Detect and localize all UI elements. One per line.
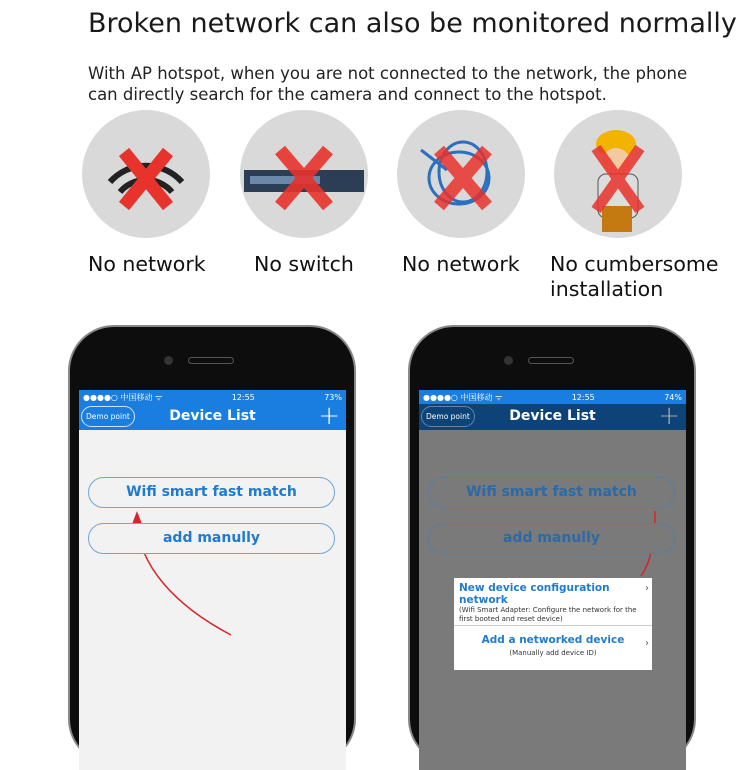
option-title: Add a networked device xyxy=(481,634,625,646)
wifi-crossed-icon xyxy=(82,110,210,238)
phone-screen xyxy=(79,390,346,770)
wifi-smart-match-button[interactable]: Wifi smart fast match xyxy=(88,477,335,508)
option-title: New device configuration network xyxy=(459,582,610,606)
wifi-smart-match-button[interactable]: Wifi smart fast match xyxy=(428,477,675,508)
option-desc: (Manually add device ID) xyxy=(509,649,597,657)
carrier: ●●●●○ 中国移动 ᯤ xyxy=(83,392,163,402)
nav-title: Device List xyxy=(509,408,596,424)
phone-left xyxy=(68,325,356,765)
feature-no-cable xyxy=(397,110,525,238)
add-icon[interactable]: + xyxy=(658,401,680,431)
chevron-right-icon: › xyxy=(645,638,649,649)
add-icon[interactable]: + xyxy=(318,401,340,431)
front-camera xyxy=(504,356,513,365)
installer-crossed-icon xyxy=(554,110,682,238)
option-add-networked-device[interactable] xyxy=(454,626,652,665)
carrier: ●●●●○ 中国移动 ᯤ xyxy=(423,392,503,402)
demo-point-button[interactable]: Demo point xyxy=(421,406,475,427)
red-arrow-annotation xyxy=(79,390,346,770)
chevron-right-icon: › xyxy=(645,583,649,594)
demo-point-button[interactable]: Demo point xyxy=(81,406,135,427)
add-manually-button[interactable]: add manully xyxy=(88,523,335,554)
add-device-dialog xyxy=(454,578,652,670)
feature-label: No network xyxy=(88,252,206,276)
feature-no-switch xyxy=(240,110,368,238)
cable-crossed-icon xyxy=(397,110,525,238)
speaker-grille xyxy=(188,357,234,364)
clock: 12:55 xyxy=(571,392,595,402)
speaker-grille xyxy=(528,357,574,364)
battery: 74% xyxy=(664,392,682,402)
feature-label: No cumbersome installation xyxy=(550,252,719,301)
option-desc: (Wifi Smart Adapter: Configure the network for the first booted and reset device) xyxy=(459,606,637,623)
page-title: Broken network can also be monitored normally xyxy=(88,8,737,39)
feature-no-installation xyxy=(554,110,682,238)
switch-crossed-icon xyxy=(240,110,368,238)
option-new-device-config[interactable] xyxy=(454,578,652,626)
nav-title: Device List xyxy=(169,408,256,424)
feature-no-network xyxy=(82,110,210,238)
front-camera xyxy=(164,356,173,365)
feature-label: No network xyxy=(402,252,520,276)
add-manually-button[interactable]: add manully xyxy=(428,523,675,554)
phone-right xyxy=(408,325,696,765)
feature-label: No switch xyxy=(254,252,354,276)
page-subtitle: With AP hotspot, when you are not connected to the network, the phone can directly search for the camera and connect to the hotspot. xyxy=(88,64,688,104)
clock: 12:55 xyxy=(231,392,255,402)
battery: 73% xyxy=(324,392,342,402)
phone-screen xyxy=(419,390,686,770)
